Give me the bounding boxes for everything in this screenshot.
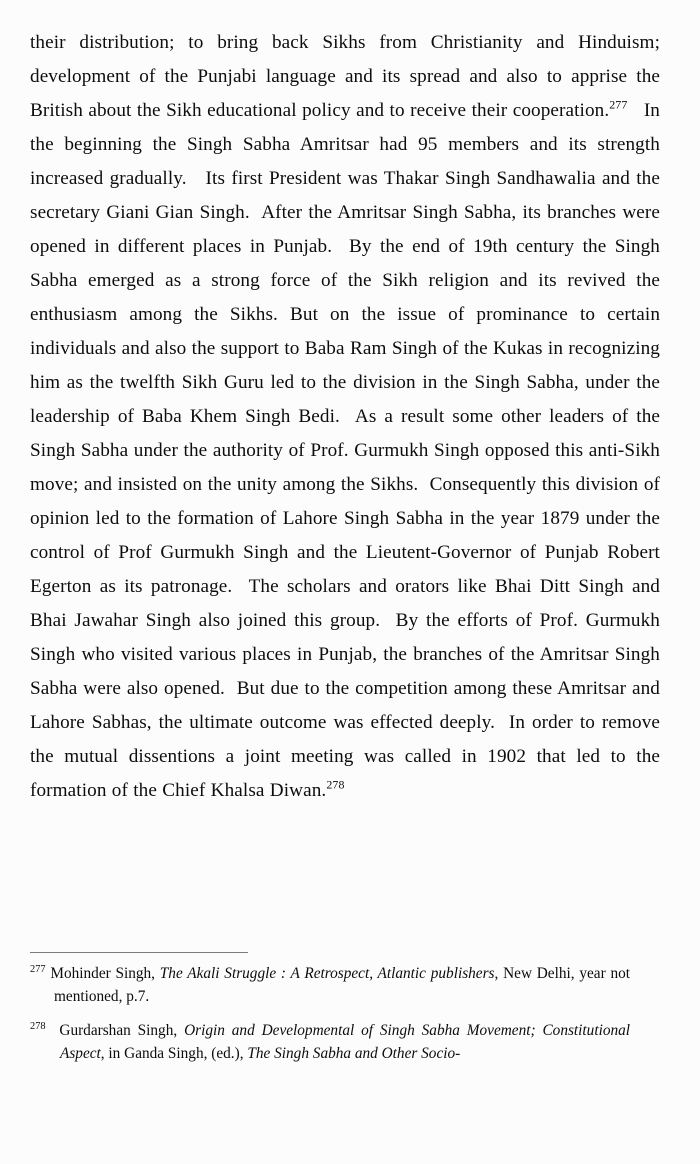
body-segment-1: their distribution; to bring back Sikhs from Christianity and Hinduism; development of the Punjabi language and its spread and also to apprise the British about the Sikh educational policy and to receive their cooperation.: [30, 32, 660, 121]
footnote-278-title-1: Origin and Developmental of Singh Sabha Movement; Constitutional Aspect: [60, 1022, 631, 1062]
footnote-278-title-2: The Singh Sabha and Other Socio-: [247, 1044, 461, 1062]
body-paragraph: [30, 26, 660, 808]
sentence-gap: [340, 406, 355, 427]
body-segment-12: In order to remove the mutual dissentions a joint meeting was called in 1902 that led to the formation of the Chief Khalsa Diwan.: [30, 712, 660, 801]
sentence-gap: [187, 168, 206, 189]
footnote-entry-278: [30, 1020, 630, 1065]
footnote-278-middle: , in Ganda Singh, (ed.),: [100, 1044, 244, 1062]
body-segment-11: But due to the competition among these Amritsar and Lahore Sabhas, the ultimate outcome was effected deeply.: [30, 678, 660, 733]
footnote-separator-rule: [30, 952, 248, 953]
footnote-number-277: 277: [30, 963, 46, 975]
sentence-gap: [418, 474, 429, 495]
sentence-gap: [278, 304, 290, 325]
sentence-gap: [380, 610, 396, 631]
sentence-gap: [495, 712, 509, 733]
footnote-entry-277: [30, 963, 630, 1008]
body-text-block: [30, 26, 660, 808]
footnote-number-space: [46, 1022, 60, 1039]
body-segment-5: By the end of 19th century the Singh Sabha emerged as a strong force of the Sikh religion and its revived the enthusiasm among the Sikhs.: [30, 236, 660, 325]
footnote-277-title: The Akali Struggle : A Retrospect, Atlantic publishers: [159, 965, 495, 982]
footnote-number-278: 278: [30, 1020, 46, 1032]
body-segment-8: Consequently this division of opinion led to the formation of Lahore Singh Sabha in the year 1879 under the control of Prof Gurmukh Singh and the Lieutent-Governor of Punjab Robert Egerton as its patronage.: [30, 474, 660, 597]
body-segment-9: The scholars and orators like Bhai Ditt Singh and Bhai Jawahar Singh also joined this group.: [30, 576, 660, 631]
footnote-277-tail: , New Delhi, year not mentioned, p.7.: [54, 965, 630, 1005]
sentence-gap: [250, 202, 261, 223]
sentence-gap: [332, 236, 349, 257]
body-segment-2: In the beginning the Singh Sabha Amritsar had 95 members and its strength increased gradually.: [30, 100, 660, 189]
body-segment-7: As a result some other leaders of the Singh Sabha under the authority of Prof. Gurmukh Singh opposed this anti-Sikh move; and insisted on the unity among the Sikhs.: [30, 406, 661, 495]
body-segment-6: But on the issue of prominance to certain individuals and also the support to Baba Ram Singh of the Kukas in recognizing him as the twelfth Sikh Guru led to the division in the Singh Sabha, under the leadership of Baba Khem Singh Bedi.: [30, 304, 661, 427]
body-segment-3: Its first President was Thakar Singh Sandhawalia and the secretary Giani Gian Singh.: [30, 168, 660, 223]
body-segment-4: After the Amritsar Singh Sabha, its branches were opened in different places in Punjab.: [30, 202, 661, 257]
footnote-reference-277[interactable]: 277: [609, 97, 628, 112]
footnote-reference-278[interactable]: 278: [326, 777, 345, 792]
sentence-gap: [627, 100, 643, 121]
footnote-278-author: Gurdarshan Singh,: [59, 1022, 178, 1039]
footnote-277-author: Mohinder Singh,: [50, 965, 156, 982]
footnotes-block: [30, 963, 630, 1077]
sentence-gap: [232, 576, 248, 597]
sentence-gap: [225, 678, 237, 699]
body-segment-10: By the efforts of Prof. Gurmukh Singh who visited various places in Punjab, the branches of the Amritsar Singh Sabha were also opened.: [30, 610, 660, 699]
